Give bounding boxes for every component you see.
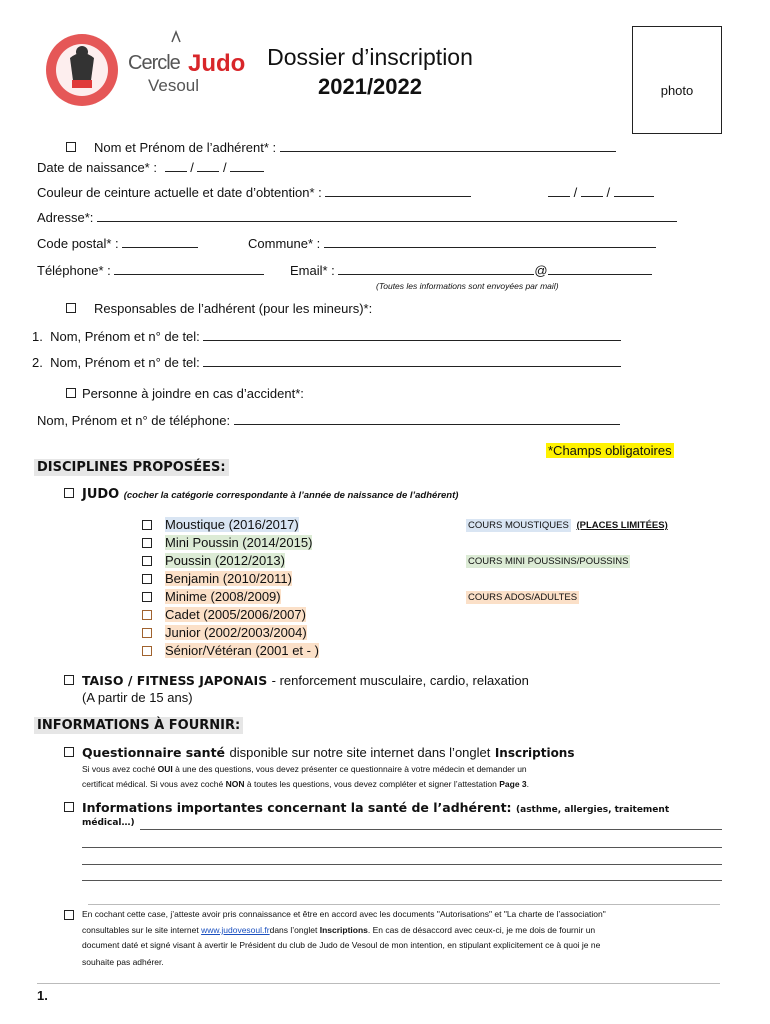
taiso-title: TAISO / FITNESS JAPONAIS — [82, 673, 268, 688]
consent-p2-c: Inscriptions — [319, 925, 368, 935]
health-field-line-3[interactable] — [82, 864, 722, 865]
consent-p2-b: dans l’onglet — [269, 925, 318, 935]
consent-line-1: En cochant cette case, j’atteste avoir pris connaissance et être en accord avec les documents "Autorisations" et "La charte de l’association" — [82, 909, 606, 919]
divider — [88, 904, 720, 905]
course-moustiques — [466, 520, 668, 531]
health-checkbox[interactable] — [64, 802, 74, 812]
consent-line-2 — [82, 925, 595, 935]
health-field-line-2[interactable] — [82, 847, 722, 848]
category-checkbox[interactable] — [142, 556, 152, 566]
course-moustiques-label: COURS MOUSTIQUES — [468, 520, 569, 531]
city-field[interactable] — [324, 237, 656, 248]
q-p1-c: à une des questions, vous devez présenter ce questionnaire à votre médecin et demander un — [175, 764, 527, 774]
birth-month-field[interactable] — [197, 161, 219, 172]
q-p2-d: Page 3 — [499, 779, 527, 789]
category-label: Sénior/Vétéran (2001 et - ) — [165, 643, 319, 658]
phone-row — [37, 263, 264, 278]
category-checkbox[interactable] — [142, 628, 152, 638]
category-label: Poussin (2012/2013) — [165, 553, 285, 568]
judo-title: JUDO — [82, 487, 120, 502]
guardian-row-2 — [32, 355, 621, 370]
questionnaire-paragraph-2: certificat médical. Si vous avez coché NON à toutes les questions, vous devez compléter et signer l’attestation Page 3. — [82, 779, 530, 789]
belt-year-field[interactable] — [614, 186, 654, 197]
belt-day-field[interactable] — [548, 186, 570, 197]
logo-text-judo: Judo — [188, 50, 246, 77]
page-number: 1. — [37, 988, 48, 1003]
category-checkbox[interactable] — [142, 520, 152, 530]
guardian-label-1: Nom, Prénom et n° de tel: — [50, 329, 200, 344]
guardian-field-1[interactable] — [203, 330, 621, 341]
category-checkbox[interactable] — [142, 538, 152, 548]
belt-row — [37, 185, 471, 200]
emergency-checkbox[interactable] — [66, 388, 76, 398]
birth-date-row: Date de naissance* : / / — [37, 160, 264, 175]
logo-text-cercle: Cercle — [128, 52, 180, 74]
belt-month-field[interactable] — [581, 186, 603, 197]
course-mini-poussins-label: COURS MINI POUSSINS/POUSSINS — [468, 556, 629, 567]
questionnaire-paragraph-1 — [82, 764, 527, 774]
birth-date-label: Date de naissance* : — [37, 160, 157, 175]
phone-field[interactable] — [114, 264, 264, 275]
disciplines-heading: DISCIPLINES PROPOSÉES: — [34, 459, 229, 476]
member-name-label — [94, 140, 616, 155]
email-at-sign: @ — [534, 263, 548, 278]
taiso-checkbox[interactable] — [64, 675, 74, 685]
consent-checkbox[interactable] — [64, 910, 74, 920]
address-field[interactable] — [97, 211, 677, 222]
member-name-text: Nom et Prénom de l’adhérent* : — [94, 140, 277, 155]
guardian-num-2: 2. — [32, 355, 43, 370]
postal-label: Code postal* : — [37, 236, 119, 251]
judo-checkbox[interactable] — [64, 488, 74, 498]
birth-day-field[interactable] — [165, 161, 187, 172]
questionnaire-checkbox[interactable] — [64, 747, 74, 757]
taiso-row — [82, 672, 529, 690]
questionnaire-tab-name: Inscriptions — [494, 746, 575, 760]
guardians-checkbox[interactable] — [66, 303, 76, 313]
questionnaire-row — [82, 744, 575, 762]
category-label: Mini Poussin (2014/2015) — [165, 535, 313, 550]
guardian-num-1: 1. — [32, 329, 43, 344]
birth-year-field[interactable] — [230, 161, 264, 172]
city-label: Commune* : — [248, 236, 321, 251]
q-p1-b: OUI — [157, 764, 173, 774]
consent-p2-d: . En cas de désaccord avec ceux-ci, je me dois de fournir un — [367, 925, 596, 935]
address-row — [37, 210, 677, 225]
emergency-row — [37, 413, 620, 428]
category-label: Moustique (2016/2017) — [165, 517, 299, 532]
taiso-desc: - renforcement musculaire, cardio, relaxation — [271, 673, 529, 688]
judo-note: (cocher la catégorie correspondante à l’année de naissance de l’adhérent) — [123, 490, 459, 501]
q-p2-a: certificat médical. Si vous avez coché — [82, 779, 224, 789]
health-note-continued: médical…) — [82, 818, 135, 828]
city-row — [248, 236, 656, 251]
health-title: Informations importantes concernant la santé de l’adhérent: — [82, 800, 512, 815]
guardian-field-2[interactable] — [203, 356, 621, 367]
category-label: Junior (2002/2003/2004) — [165, 625, 307, 640]
health-note: (asthme, allergies, traitement — [516, 805, 670, 815]
category-label: Cadet (2005/2006/2007) — [165, 607, 306, 622]
category-label: Benjamin (2010/2011) — [165, 571, 292, 586]
emergency-label: Nom, Prénom et n° de téléphone: — [37, 413, 231, 428]
belt-color-field[interactable] — [325, 186, 471, 197]
emergency-field[interactable] — [234, 414, 620, 425]
health-field-line-1[interactable] — [140, 829, 722, 830]
logo-text-vesoul: Vesoul — [148, 76, 200, 95]
q-p1-a: Si vous avez coché — [82, 764, 156, 774]
category-checkbox[interactable] — [142, 646, 152, 656]
consent-line-4: souhaite pas adhérer. — [82, 957, 164, 967]
email-label: Email* : — [290, 263, 335, 278]
category-checkbox[interactable] — [142, 610, 152, 620]
emergency-title: Personne à joindre en cas d’accident*: — [82, 386, 304, 401]
phone-label: Téléphone* : — [37, 263, 111, 278]
member-checkbox[interactable] — [66, 142, 76, 152]
course-moustiques-note: (PLACES LIMITÉES) — [576, 520, 668, 531]
belt-date-row: / / — [548, 185, 654, 200]
photo-box[interactable] — [632, 26, 722, 134]
course-mini-poussins — [466, 556, 630, 567]
questionnaire-text: disponible sur notre site internet dans l’onglet — [229, 745, 491, 760]
consent-p2-a: consultables sur le site internet — [82, 925, 199, 935]
email-row — [290, 263, 652, 278]
questionnaire-title: Questionnaire santé — [82, 745, 226, 760]
category-label: Minime (2008/2009) — [165, 589, 281, 604]
guardian-row-1 — [32, 329, 621, 344]
website-link[interactable]: www.judovesoul.fr — [201, 925, 270, 935]
consent-line-3: document daté et signé visant à avertir le Président du club de Judo de Vesoul de mon intention, en stipulant explicitement ce à quoi je ne — [82, 940, 601, 950]
email-domain-field[interactable] — [548, 264, 652, 275]
postal-field[interactable] — [122, 237, 198, 248]
health-field-line-4[interactable] — [82, 880, 722, 881]
school-year: 2021/2022 — [318, 74, 422, 99]
page-title: Dossier d’inscription — [267, 44, 473, 70]
member-name-field[interactable] — [280, 141, 616, 152]
club-logo — [42, 28, 246, 108]
category-checkbox[interactable] — [142, 574, 152, 584]
q-p2-c: à toutes les questions, vous devez compléter et signer l’attestation — [246, 779, 497, 789]
course-ados-label: COURS ADOS/ADULTES — [468, 592, 578, 603]
postal-row — [37, 236, 198, 251]
course-ados — [466, 592, 579, 603]
email-user-field[interactable] — [338, 264, 534, 275]
guardians-title: Responsables de l’adhérent (pour les mineurs)*: — [94, 301, 373, 316]
belt-label: Couleur de ceinture actuelle et date d’obtention* : — [37, 185, 322, 200]
q-p2-b: NON — [225, 779, 245, 789]
info-heading: INFORMATIONS À FOURNIR: — [34, 717, 243, 734]
judo-row — [82, 485, 458, 503]
required-note: *Champs obligatoires — [548, 443, 672, 458]
photo-label: photo — [660, 83, 694, 98]
health-row — [82, 799, 669, 817]
guardian-label-2: Nom, Prénom et n° de tel: — [50, 355, 200, 370]
category-checkbox[interactable] — [142, 592, 152, 602]
footer-divider — [37, 983, 720, 984]
email-note: (Toutes les informations sont envoyées par mail) — [376, 281, 559, 291]
address-label: Adresse*: — [37, 210, 94, 225]
taiso-age: (A partir de 15 ans) — [82, 690, 193, 705]
